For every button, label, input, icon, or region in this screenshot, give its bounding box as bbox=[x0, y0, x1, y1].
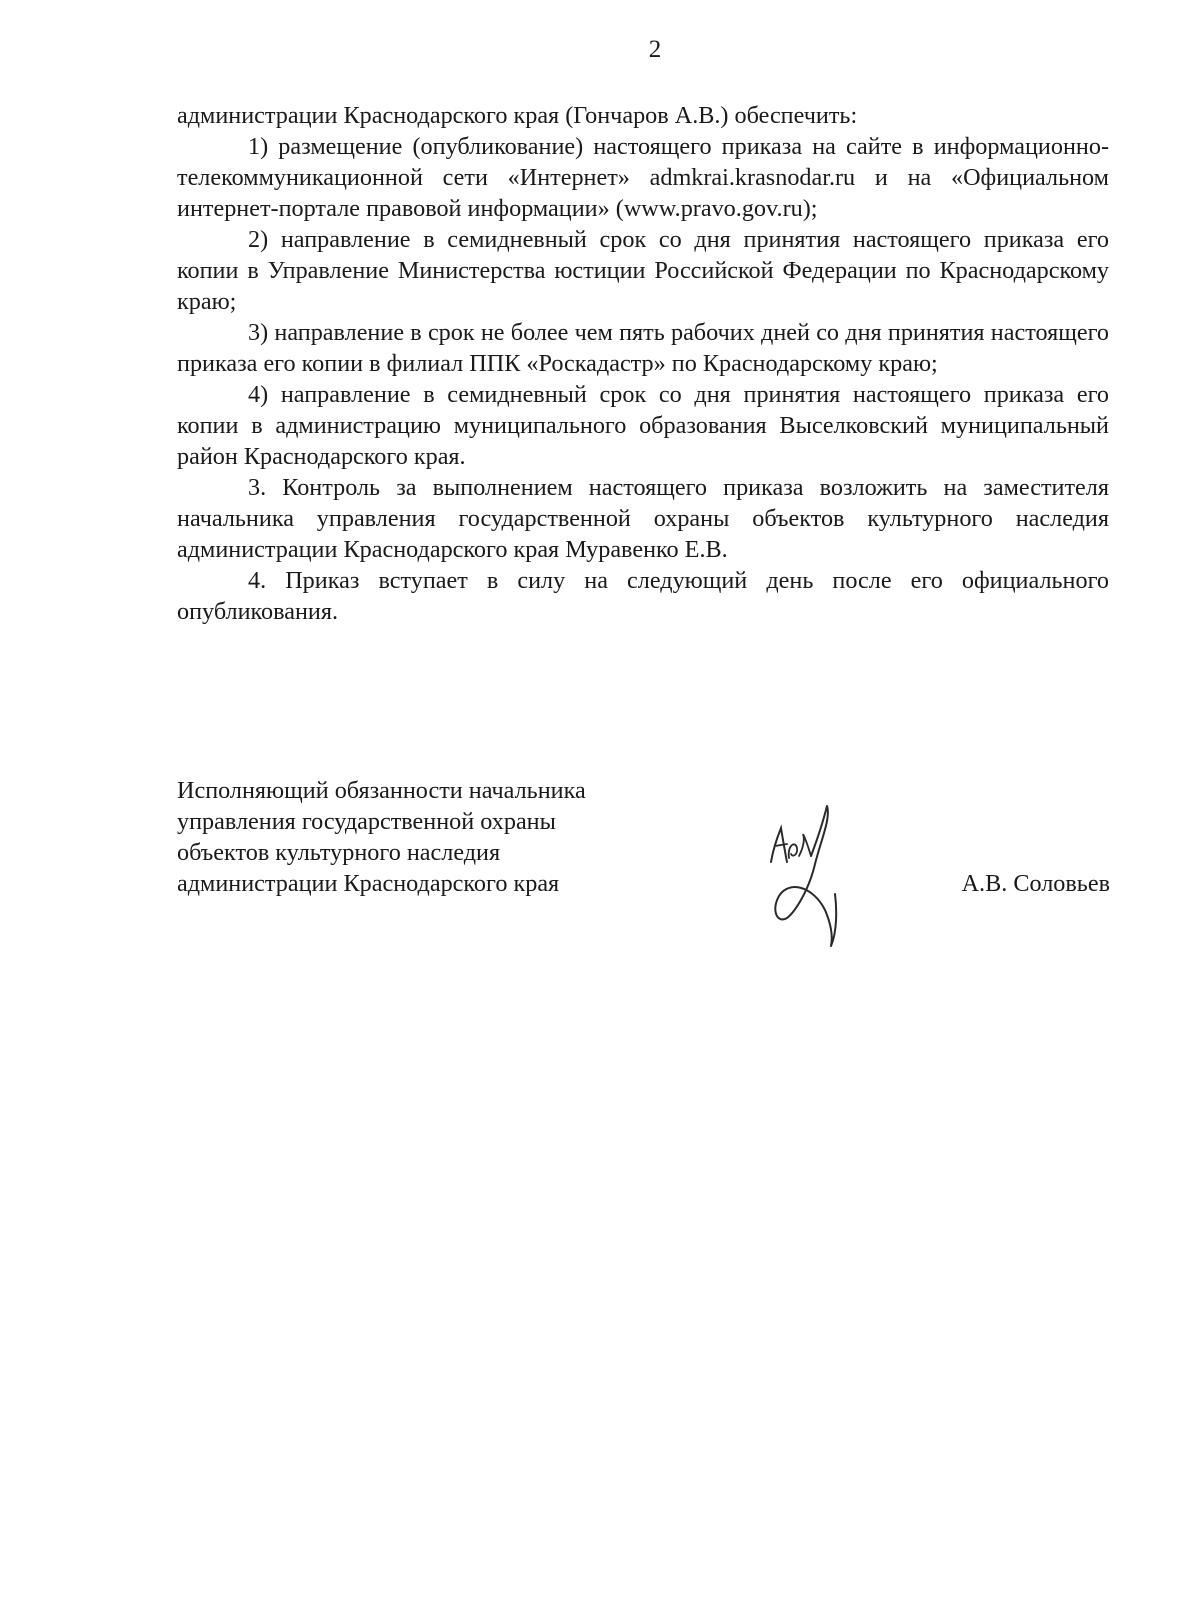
position-line: объектов культурного наследия bbox=[177, 839, 501, 866]
page-number: 2 bbox=[648, 36, 662, 63]
handwritten-signature-icon bbox=[765, 800, 875, 950]
document-body bbox=[177, 100, 1109, 627]
paragraph-item-4: 4) направление в семидневный срок со дня принятия настоящего приказа его копии в администрацию муниципального образования Выселковский муниципальный район Краснодарского края. bbox=[177, 381, 1109, 470]
position-line: управления государственной охраны bbox=[177, 808, 556, 835]
paragraph-clause-3: 3. Контроль за выполнением настоящего приказа возложить на заместителя начальника управления государственной охраны объектов культурного наследия администрации Краснодарского края Муравенко Е.В. bbox=[177, 474, 1109, 563]
position-line: администрации Краснодарского края bbox=[177, 870, 560, 897]
position-line: Исполняющий обязанности начальника bbox=[177, 777, 586, 804]
paragraph-clause-4: 4. Приказ вступает в силу на следующий день после его официального опубликования. bbox=[177, 567, 1109, 625]
paragraph-item-3: 3) направление в срок не более чем пять рабочих дней со дня принятия настоящего приказа его копии в филиал ППК «Роскадастр» по Краснодарскому краю; bbox=[177, 319, 1109, 377]
paragraph-item-2: 2) направление в семидневный срок со дня принятия настоящего приказа его копии в Управление Министерства юстиции Российской Федерации по Краснодарскому краю; bbox=[177, 226, 1109, 315]
paragraph-item-1: 1) размещение (опубликование) настоящего приказа на сайте в информационно-телекоммуникационной сети «Интернет» admkrai.krasnodar.ru и на «Официальном интернет-портале правовой информации» (www.pravo.gov.ru); bbox=[177, 133, 1109, 222]
signer-name: А.В. Соловьев bbox=[961, 870, 1110, 897]
paragraph-intro: администрации Краснодарского края (Гончаров А.В.) обеспечить: bbox=[177, 102, 858, 129]
signatory-position bbox=[177, 775, 697, 899]
